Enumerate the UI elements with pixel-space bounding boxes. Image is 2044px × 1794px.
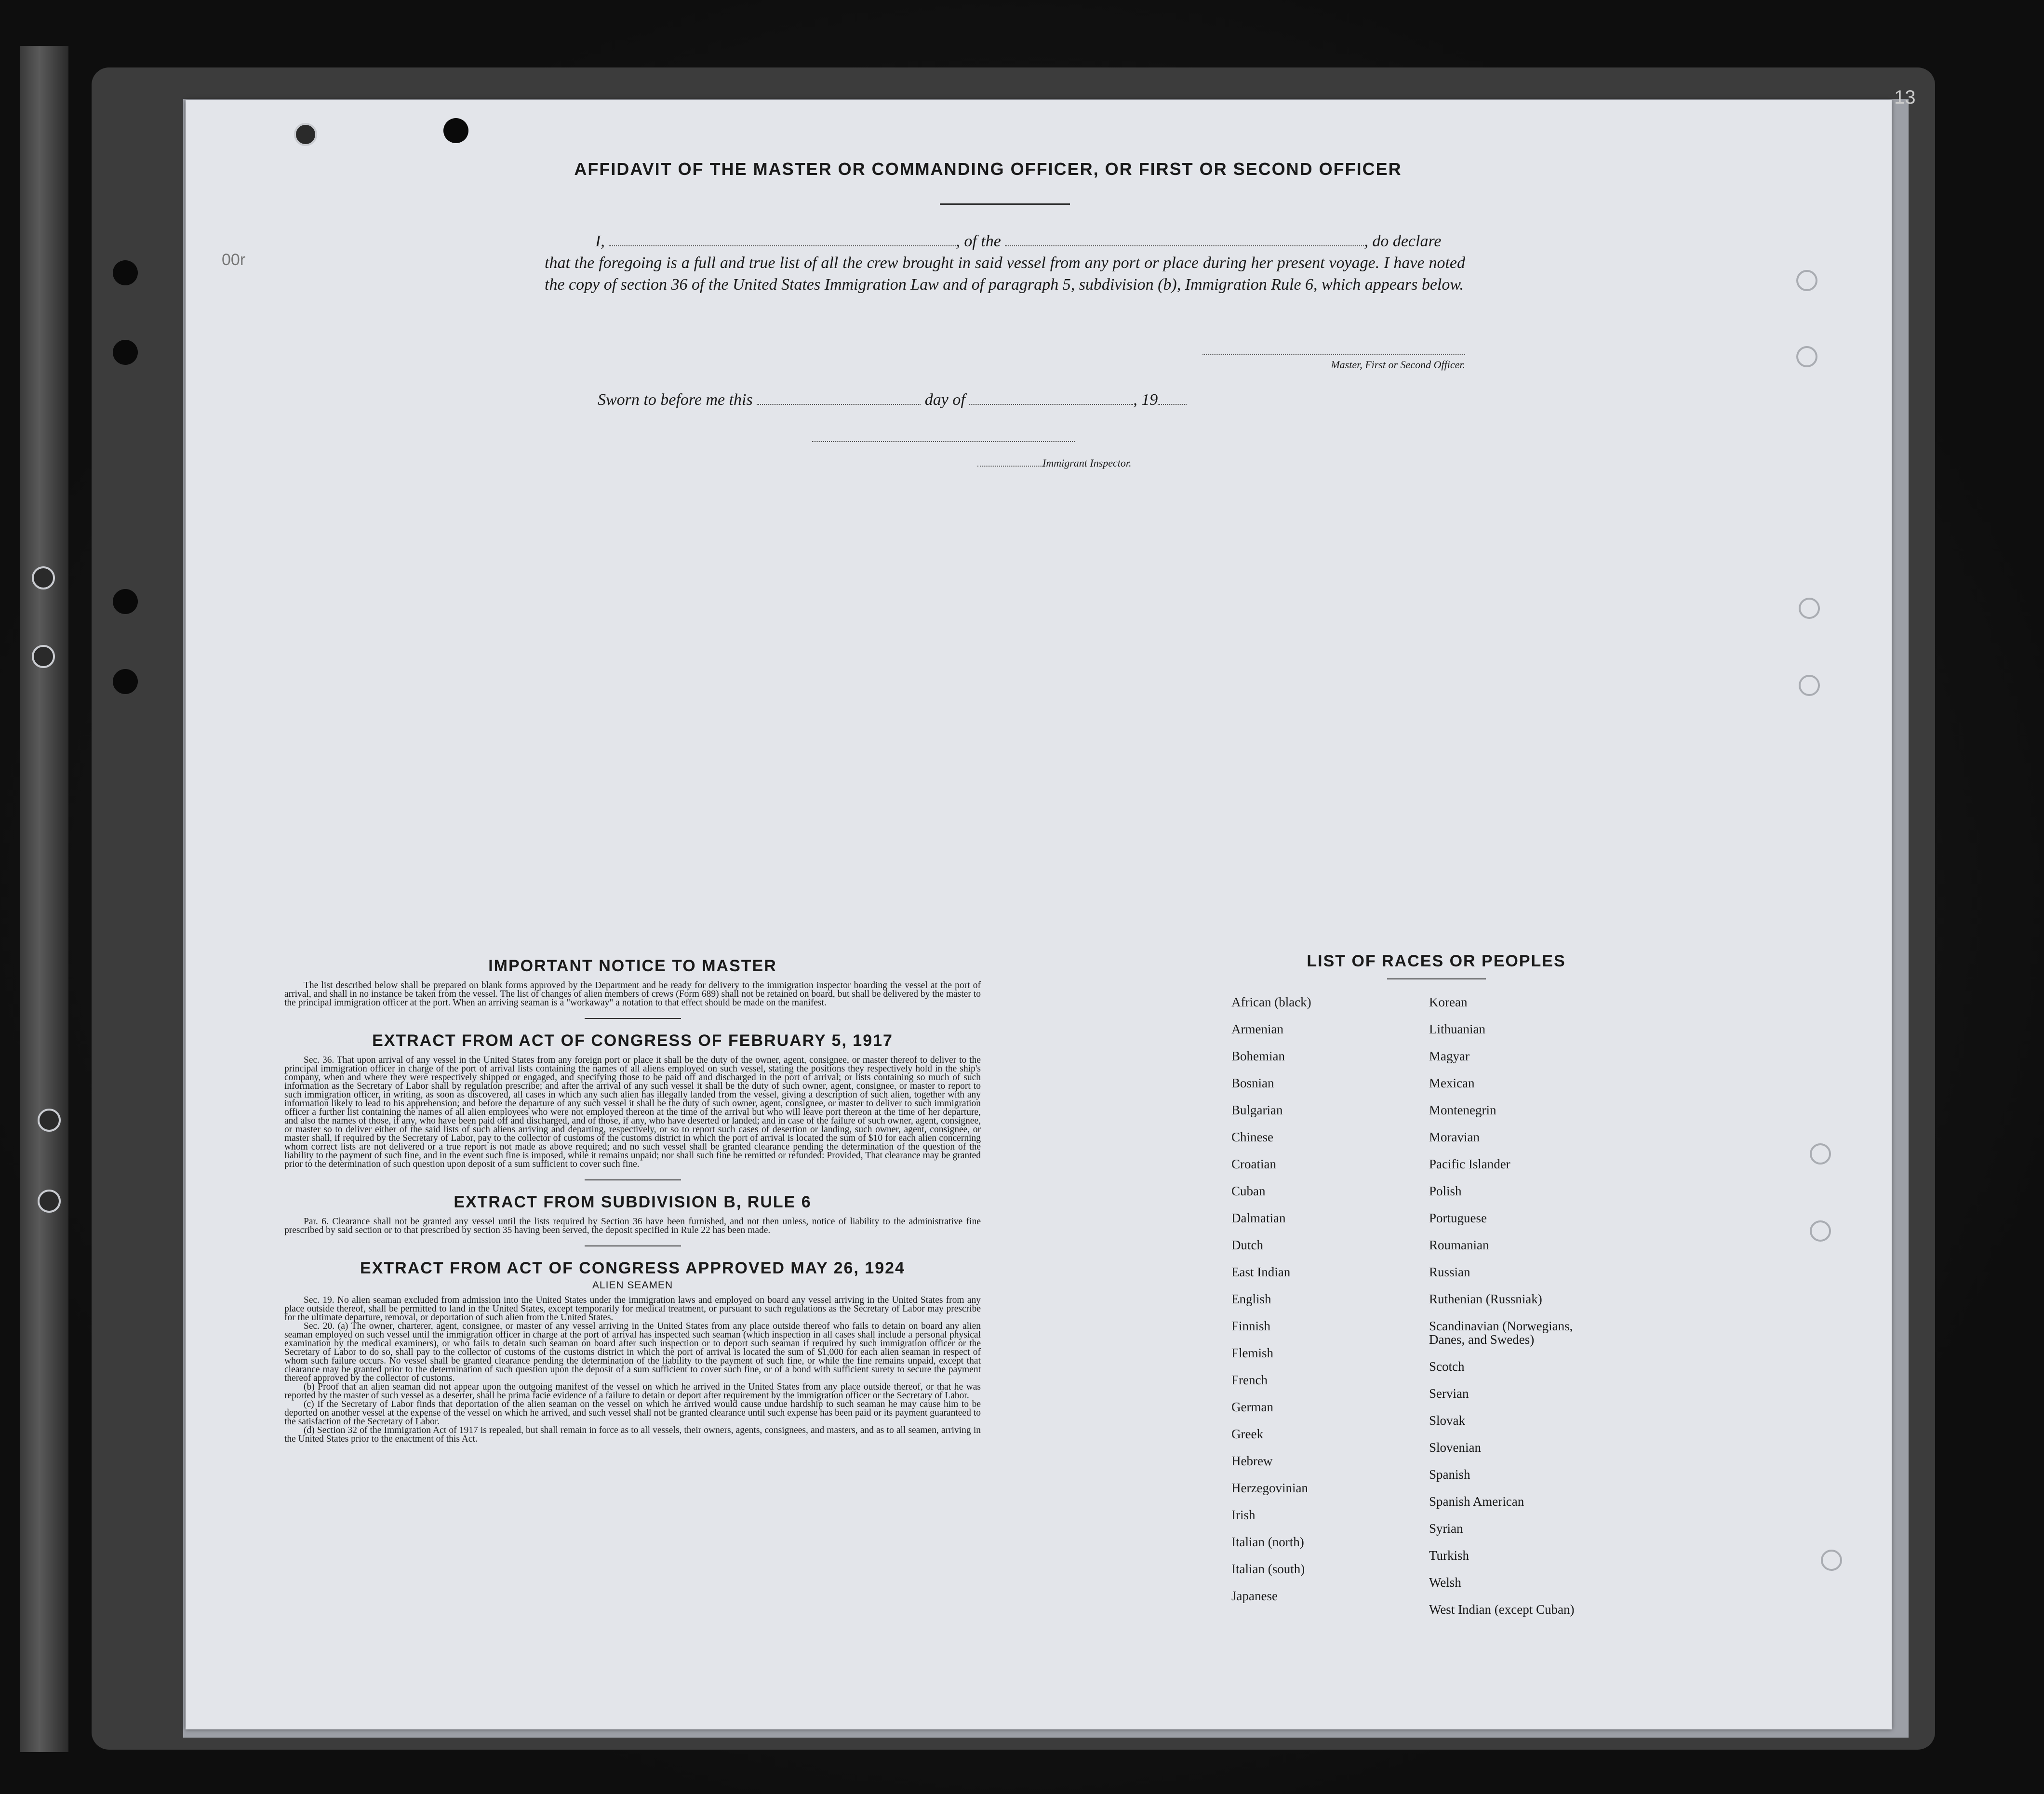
notice-title: IMPORTANT NOTICE TO MASTER: [488, 957, 777, 975]
race-item: Korean: [1429, 995, 1468, 1009]
rule6-title: EXTRACT FROM SUBDIVISION B, RULE 6: [454, 1193, 812, 1211]
binder-hole: [113, 589, 138, 614]
races-left-column: [1231, 995, 1311, 1616]
affidavit-title: AFFIDAVIT OF THE MASTER OR COMMANDING OFFICER, OR FIRST OR SECOND OFFICER: [574, 159, 1402, 179]
race-item: Armenian: [1231, 1022, 1283, 1036]
race-item: Polish: [1429, 1184, 1462, 1198]
race-item: Scotch: [1429, 1359, 1465, 1374]
race-item: Pacific Islander: [1429, 1157, 1510, 1171]
inspector-signature-line: [812, 441, 1075, 442]
page-hole: [1796, 270, 1817, 291]
page-hole: [1796, 346, 1817, 367]
binder-hole: [113, 260, 138, 285]
race-item: Flemish: [1231, 1346, 1274, 1360]
race-item: West Indian (except Cuban): [1429, 1602, 1575, 1617]
binder-hole: [113, 669, 138, 694]
section-divider: [585, 1179, 681, 1180]
race-item: Slovenian: [1429, 1440, 1481, 1455]
race-item: Montenegrin: [1429, 1103, 1496, 1117]
sec20b-text: (b) Proof that an alien seaman did not appear upon the outgoing manifest of the vessel on which he arrived in the United States from any place outside thereof, or that he was reported by the master of such vessel as a deserter, shall be prima facie evidence of a failure to detain or deport after requirement by the immigration officer or the Secretary of Labor.: [284, 1382, 981, 1401]
race-item: Roumanian: [1429, 1238, 1489, 1252]
sec20d-text: (d) Section 32 of the Immigration Act of 1917 is repealed, but shall remain in force as to all vessels, their owners, agents, consignees, and masters, and as to all seamen, arriving in the United States prior to the enactment of this Act.: [284, 1425, 981, 1444]
race-item: Syrian: [1429, 1521, 1463, 1536]
race-item: Finnish: [1231, 1319, 1271, 1333]
race-item: English: [1231, 1292, 1271, 1306]
declaration-i: I,: [595, 232, 605, 250]
punch-hole: [443, 118, 468, 143]
race-item: Ruthenian (Russniak): [1429, 1292, 1542, 1306]
race-item: Herzegovinian: [1231, 1481, 1308, 1495]
race-item: Scandinavian (Norwegians,: [1429, 1319, 1573, 1333]
race-item: Japanese: [1231, 1589, 1278, 1603]
race-item: Russian: [1429, 1265, 1470, 1279]
declaration-declare: , do declare: [1364, 232, 1442, 250]
page-hole: [1799, 598, 1820, 619]
race-item: Italian (south): [1231, 1562, 1305, 1576]
race-item: Lithuanian: [1429, 1022, 1485, 1036]
edge-hole: [32, 645, 55, 668]
year-prefix: , 19: [1133, 391, 1158, 409]
sworn-line: [598, 390, 1187, 409]
page-hole: [1799, 675, 1820, 696]
race-item: Portuguese: [1429, 1211, 1487, 1225]
race-item: Bosnian: [1231, 1076, 1274, 1090]
race-item: Dutch: [1231, 1238, 1263, 1252]
race-item: German: [1231, 1400, 1273, 1414]
title-divider: [940, 203, 1070, 205]
inspector-label: [977, 457, 1132, 469]
race-item: East Indian: [1231, 1265, 1291, 1279]
races-header: [1224, 952, 1648, 979]
race-item: Slovak: [1429, 1413, 1466, 1428]
extract-1924-title: EXTRACT FROM ACT OF CONGRESS APPROVED MAY 26, 1924: [360, 1259, 905, 1277]
month-blank: [969, 390, 1133, 405]
page-hole: [1821, 1550, 1842, 1571]
edge-hole: [32, 566, 55, 589]
declaration-text: [545, 230, 1465, 295]
edge-hole: [38, 1109, 61, 1132]
extract-1917-title: EXTRACT FROM ACT OF CONGRESS OF FEBRUARY 5, 1917: [372, 1031, 893, 1050]
race-item: Dalmatian: [1231, 1211, 1286, 1225]
extract-1917-text: Sec. 36. That upon arrival of any vessel in the United States from any foreign port or place it shall be the duty of the owner, agent, consignee, or master thereof to deliver to the principal immigration officer in charge of the port of arrival lists containing the names of all aliens employed on such vessel, stating the positions they respectively hold in the ship's company, when and where they were respectively shipped or engaged, and specifying those to be paid off and discharged in the port of arrival; or lists containing so much of such information as the Secretary of Labor shall by regulation prescribe; and after the arrival of any such vessel it shall be the duty of such owner, agent, consignee, or master to report to such immigration officer, in writing, as soon as discovered, all cases in which any such alien has illegally landed from the vessel, giving a description of such alien, together with any information likely to lead to his apprehension; and before the departure of any such vessel it shall be the duty of such owner, agent, consignee, or master to deliver to such immigration officer a further list containing the names of all alien employees who were not employed thereon at the time of the arrival but who will leave port thereon at the time of her departure, and also the names of those, if any, who have been paid off and discharged, and of those, if any, who have deserted or landed; and in case of the failure of such owner, agent, consignee, or master so to deliver either of the said lists of such aliens arriving and departing, respectively, or so to report such cases of desertion or landing, such owner, agent, consignee, or master shall, if required by the Secretary of Labor, pay to the collector of customs of the customs district in which the port of arrival is located the sum of $10 for each alien concerning whom correct lists are not delivered or a true report is not made as above required; and no such vessel shall be granted clearance pending the determination of the question of the liability to the payment of such fine, and in the event such fine is imposed, while it remains unpaid; nor shall such fine be remitted or refunded: Provided, That clearance may be granted prior to the determination of such question upon deposit of a sum sufficient to cover such fine.: [284, 1055, 981, 1169]
punch-hole: [294, 123, 317, 146]
master-signature-line: [1202, 354, 1465, 355]
race-item: Italian (north): [1231, 1535, 1304, 1549]
race-item: Spanish: [1429, 1467, 1470, 1482]
sec20a-text: Sec. 20. (a) The owner, charterer, agent, consignee, or master of any vessel arriving in the United States from any place outside thereof who fails to detain on board any alien seaman employed on such vessel until the immigration officer in charge at the port of arrival has inspected such seaman (which inspection in all cases shall include a personal physical examination by the medical examiners), or who fails to detain such seaman on board after such inspection or to deport such seaman if required by such immigration officer or the Secretary of Labor to do so, shall pay to the collector of customs of the customs district in which the port of arrival is located the sum of $1,000 for each alien seaman in respect of whom such failure occurs. No vessel shall be granted clearance pending the determination of the liability to the payment of such fine, or while the fine remains unpaid, except that clearance may be granted prior to the determination of such question upon the deposit of a sum sufficient to cover such fine, or of a bond with sufficient surety to secure the payment thereof approved by the collector of customs.: [284, 1321, 981, 1383]
section-divider: [585, 1245, 681, 1246]
legal-notices: [284, 957, 981, 1444]
race-item: Irish: [1231, 1508, 1256, 1522]
races-list: [1224, 995, 1658, 1622]
page-hole: [1810, 1143, 1831, 1165]
inspector-label-text: Immigrant Inspector.: [1042, 457, 1132, 469]
race-item: Bulgarian: [1231, 1103, 1283, 1117]
sec19-text: Sec. 19. No alien seaman excluded from admission into the United States under the immigration laws and employed on board any vessel arriving in the United States from any place outside thereof, shall be permitted to land in the United States, except temporarily for medical treatment, or pursuant to such regulations as the Secretary of Labor may prescribe for the ultimate departure, removal, or deportation of such alien from the United States.: [284, 1295, 981, 1323]
race-item: Welsh: [1429, 1575, 1461, 1590]
race-item: Croatian: [1231, 1157, 1276, 1171]
race-item: Servian: [1429, 1386, 1469, 1401]
race-item: Cuban: [1231, 1184, 1266, 1198]
race-item: Chinese: [1231, 1130, 1273, 1144]
binder-edge: [20, 46, 68, 1752]
race-item: African (black): [1231, 995, 1311, 1009]
race-item: Bohemian: [1231, 1049, 1285, 1063]
page-hole: [1810, 1220, 1831, 1242]
extract-1924-subtitle: ALIEN SEAMEN: [592, 1280, 673, 1291]
race-item: Greek: [1231, 1427, 1263, 1441]
notice-text: The list described below shall be prepared on blank forms approved by the Department and be ready for delivery to the immigration inspector boarding the vessel at the port of arrival, and shall in no instance be taken from the vessel. The list of changes of alien members of crews (Form 689) shall not be retained on board, but shall be delivered by the master to the principal immigration officer at the port. When an arriving seaman is a "workaway" a notation to that effect should be made on the manifest.: [284, 980, 981, 1008]
year-blank: [1158, 390, 1187, 405]
binder-hole: [113, 340, 138, 365]
race-item: Turkish: [1429, 1548, 1470, 1563]
race-item: Hebrew: [1231, 1454, 1273, 1468]
declaration-of: , of the: [956, 232, 1001, 250]
vessel-blank: [1005, 232, 1364, 246]
race-item: Mexican: [1429, 1076, 1475, 1090]
races-title: LIST OF RACES OR PEOPLES: [1307, 952, 1566, 970]
races-divider: [1387, 978, 1486, 979]
declaration-body: that the foregoing is a full and true list of all the crew brought in said vessel from any port or place during her present voyage. I have noted the copy of section 36 of the United States Immigration Law and of paragraph 5, subdivision (b), Immigration Rule 6, which appears below.: [545, 254, 1465, 294]
race-item: French: [1231, 1373, 1268, 1387]
edge-hole: [38, 1190, 61, 1213]
corner-annotation: 13: [1894, 87, 1916, 108]
day-blank: [757, 390, 921, 405]
day-of-text: day of: [924, 391, 965, 409]
section-divider: [585, 1018, 681, 1019]
margin-annotation: 00r: [222, 251, 246, 269]
races-right-column: [1429, 995, 1574, 1630]
race-item: Magyar: [1429, 1049, 1470, 1063]
name-blank: [609, 232, 956, 246]
race-item: Danes, and Swedes): [1429, 1332, 1535, 1347]
inspector-blank: [977, 457, 1042, 467]
sec20c-text: (c) If the Secretary of Labor finds that deportation of the alien seaman on the vessel on which he arrived would cause undue hardship to such seaman he may cause him to be deported on another vessel at the expense of the vessel on which he arrived, and such vessel shall not be granted clearance until such expense has been paid or its payment guaranteed to the satisfaction of the Secretary of Labor.: [284, 1399, 981, 1427]
sworn-text: Sworn to before me this: [598, 391, 753, 409]
master-signature-label: Master, First or Second Officer.: [1331, 359, 1465, 371]
race-item: Spanish American: [1429, 1494, 1524, 1509]
rule6-text: Par. 6. Clearance shall not be granted any vessel until the lists required by Section 36 have been furnished, and not then unless, notice of liability to the administrative fine prescribed by said section or to that prescribed by section 35 having been served, the deposit specified in Rule 22 has been made.: [284, 1217, 981, 1235]
race-item: Moravian: [1429, 1130, 1480, 1144]
